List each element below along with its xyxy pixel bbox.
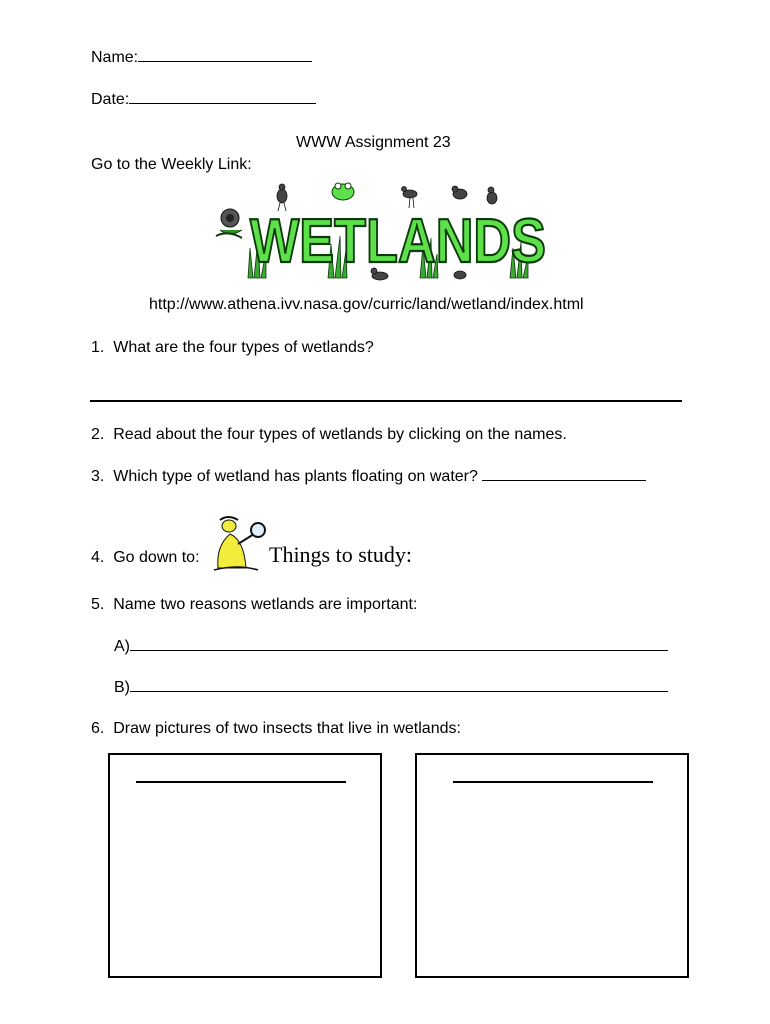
question-number: 6.: [91, 720, 105, 737]
drawing-box-1[interactable]: [108, 753, 382, 978]
question-5: [91, 597, 417, 613]
date-label: Date:: [91, 91, 130, 108]
question-3: [91, 469, 646, 485]
answer-blank-3[interactable]: [482, 479, 646, 481]
answer-b-label: B): [114, 679, 130, 696]
drawing-box-2-title-line[interactable]: [453, 781, 653, 783]
date-blank[interactable]: [129, 102, 316, 104]
date-line: [91, 92, 316, 108]
assignment-title: WWW Assignment 23: [296, 134, 451, 151]
question-4: [91, 550, 200, 566]
wetlands-banner-word: WETLANDS: [250, 207, 546, 276]
answer-a-blank[interactable]: [130, 649, 668, 651]
explorer-mascot-icon: [212, 512, 270, 572]
question-number: 2.: [91, 426, 105, 443]
weekly-link-label: Go to the Weekly Link:: [91, 156, 252, 173]
question-2: [91, 427, 567, 443]
answer-line-1[interactable]: [90, 400, 682, 402]
answer-b-blank[interactable]: [130, 690, 668, 692]
wetlands-banner: [210, 178, 555, 283]
question-number: 4.: [91, 549, 105, 566]
answer-b: [114, 680, 668, 696]
question-text: Draw pictures of two insects that live in wetlands:: [113, 720, 461, 737]
question-6: [91, 721, 461, 737]
drawing-box-1-title-line[interactable]: [136, 781, 346, 783]
name-blank[interactable]: [138, 60, 312, 62]
question-number: 3.: [91, 468, 105, 485]
question-number: 5.: [91, 596, 105, 613]
answer-a-label: A): [114, 638, 130, 655]
drawing-box-2[interactable]: [415, 753, 689, 978]
question-text: Read about the four types of wetlands by clicking on the names.: [113, 426, 567, 443]
name-line: [91, 50, 312, 66]
question-text: Which type of wetland has plants floating on water?: [113, 468, 478, 485]
question-number: 1.: [91, 339, 105, 356]
weekly-link-url[interactable]: http://www.athena.ivv.nasa.gov/curric/land/wetland/index.html: [149, 296, 584, 313]
flower-icon: [216, 209, 242, 238]
answer-a: [114, 639, 668, 655]
question-text: What are the four types of wetlands?: [113, 339, 374, 356]
question-text: Go down to:: [113, 549, 200, 566]
question-text: Name two reasons wetlands are important:: [113, 596, 418, 613]
frog-icon: [332, 183, 354, 200]
things-to-study-label: Things to study:: [269, 542, 413, 567]
question-1: [91, 340, 374, 356]
name-label: Name:: [91, 49, 139, 66]
